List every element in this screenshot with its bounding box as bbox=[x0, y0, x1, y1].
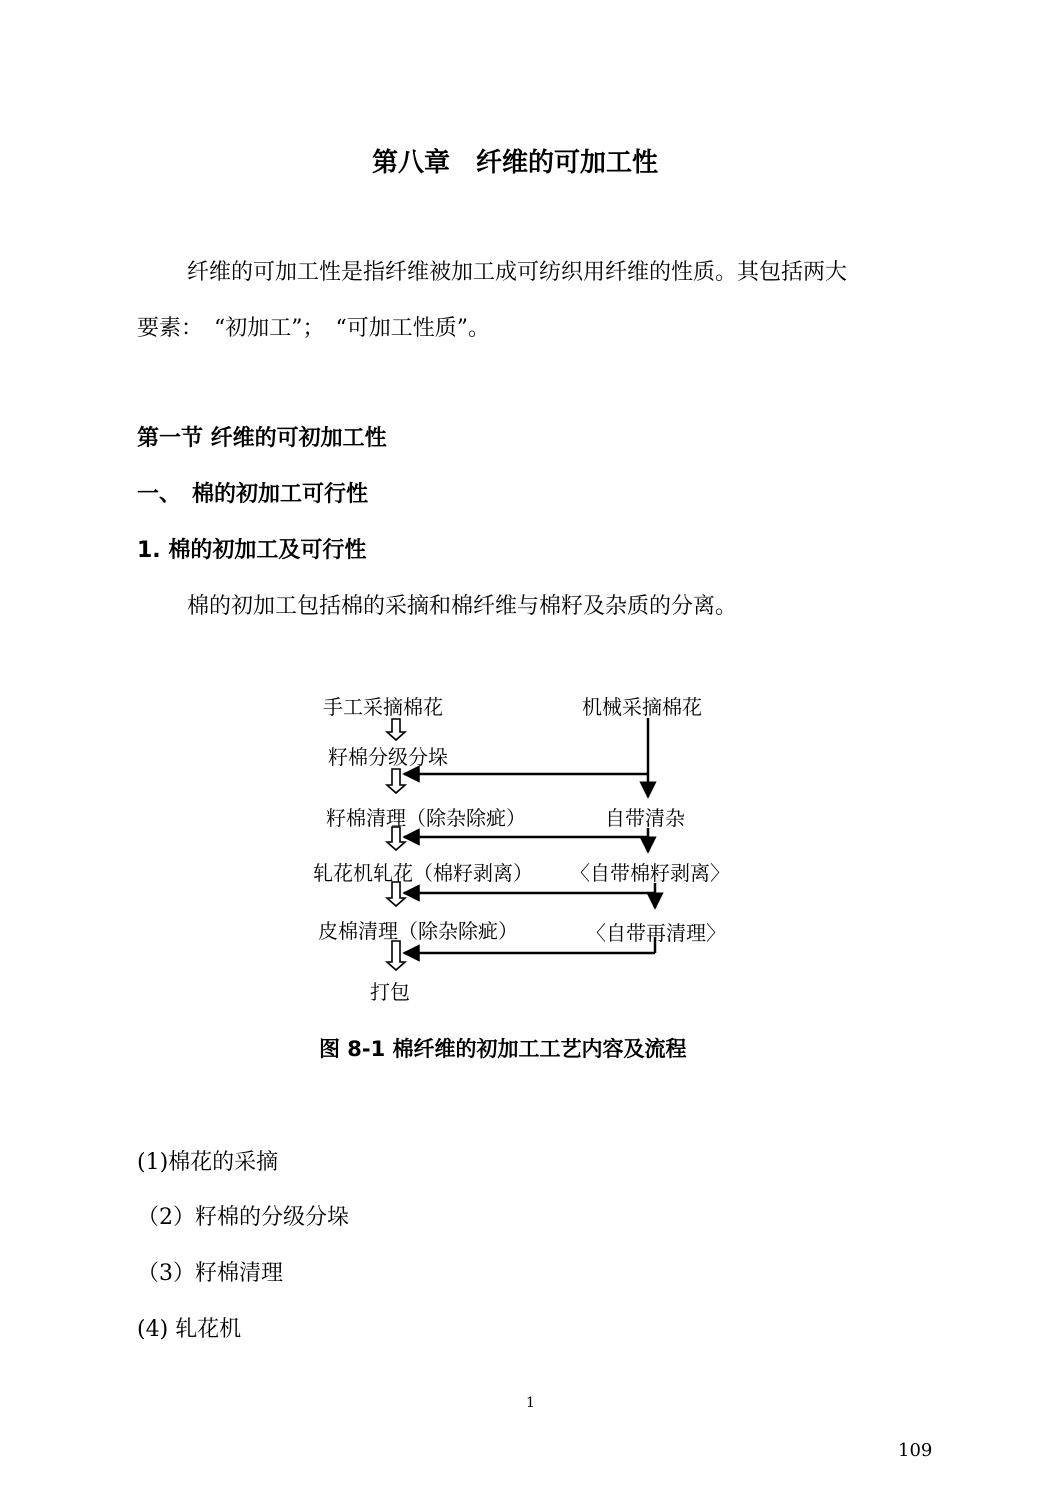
flow-step-seed-cotton-cleaning: 籽棉清理（除杂除疵） bbox=[326, 806, 526, 830]
flow-step-lint-cleaning: 皮棉清理（除杂除疵） bbox=[318, 919, 518, 943]
section-title: 第一节 纤维的可初加工性 bbox=[137, 426, 387, 451]
figure-caption: 图 8-1 棉纤维的初加工工艺内容及流程 bbox=[319, 1037, 687, 1061]
down-arrow-icon bbox=[387, 769, 405, 793]
flow-step-self-seed-removal: 〈自带棉籽剥离〉 bbox=[570, 861, 730, 885]
down-arrow-icon bbox=[387, 719, 405, 740]
down-arrow-icon bbox=[387, 941, 405, 970]
flow-step-machine-picking: 机械采摘棉花 bbox=[582, 695, 702, 719]
flow-step-self-recleaning: 〈自带再清理〉 bbox=[586, 921, 726, 945]
intro-line-2: 要素： “初加工”； “可加工性质”。 bbox=[137, 316, 490, 341]
page-number: 109 bbox=[898, 1440, 933, 1461]
flow-step-baling: 打包 bbox=[370, 980, 410, 1004]
list-item: (4) 轧花机 bbox=[137, 1317, 242, 1342]
list-item: （2）籽棉的分级分垛 bbox=[137, 1205, 349, 1230]
list-item: (1)棉花的采摘 bbox=[137, 1150, 279, 1175]
flow-step-hand-picking: 手工采摘棉花 bbox=[323, 695, 443, 719]
subsection-heading: 一、 棉的初加工可行性 bbox=[137, 482, 369, 507]
subsubsection-heading: 1. 棉的初加工及可行性 bbox=[137, 538, 367, 563]
intro-line-1: 纤维的可加工性是指纤维被加工成可纺织用纤维的性质。其包括两大 bbox=[187, 260, 848, 285]
flow-step-grading: 籽棉分级分垛 bbox=[328, 745, 448, 769]
list-item: （3）籽棉清理 bbox=[137, 1261, 283, 1286]
section-paragraph: 棉的初加工包括棉的采摘和棉纤维与棉籽及杂质的分离。 bbox=[187, 594, 738, 619]
footer-center-number: 1 bbox=[526, 1395, 535, 1411]
chapter-title: 第八章 纤维的可加工性 bbox=[372, 148, 659, 178]
flow-step-ginning: 轧花机轧花（棉籽剥离） bbox=[313, 861, 533, 885]
flow-step-self-cleaning: 自带清杂 bbox=[605, 806, 685, 830]
